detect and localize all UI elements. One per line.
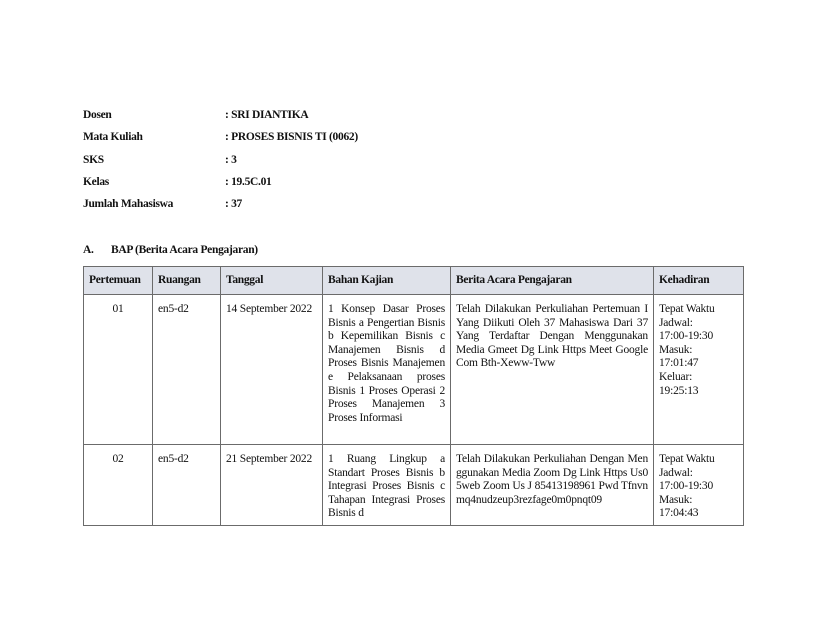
header-ruangan: Ruangan [153, 267, 221, 295]
section-heading [83, 244, 258, 256]
header-tanggal: Tanggal [221, 267, 323, 295]
info-value: : SRI DIANTIKA [225, 109, 309, 121]
cell-kehadiran [654, 298, 744, 445]
info-label: SKS [83, 153, 104, 166]
cell-pertemuan: 01 [84, 298, 153, 445]
kehadiran-line: Keluar: [659, 370, 693, 383]
cell-bahan-kajian: 1 Konsep Dasar Proses Bisnis a Pengertian Bisnis b Kepemilikan Bisnis c Manajemen Bisnis d Proses Bisnis Manajemen e Pelaksanaan proses Bisnis 1 Proses Operasi 2 Proses Manajemen 3 Proses Informasi [323, 298, 451, 445]
info-row-jumlah-mahasiswa [83, 198, 358, 220]
header-berita-acara: Berita Acara Pengajaran [451, 267, 654, 295]
cell-ruangan: en5-d2 [153, 298, 221, 445]
header-bahan-kajian: Bahan Kajian [323, 267, 451, 295]
info-label: Kelas [83, 175, 109, 188]
course-info [83, 109, 358, 220]
section-title: BAP (Berita Acara Pengajaran) [111, 244, 258, 256]
info-row-mata-kuliah [83, 131, 358, 153]
info-label: Jumlah Mahasiswa [83, 198, 174, 211]
kehadiran-status: Tepat Waktu [659, 303, 715, 315]
cell-ruangan: en5-d2 [153, 448, 221, 525]
header-kehadiran: Kehadiran [654, 267, 744, 295]
kehadiran-line: Jadwal: [659, 316, 693, 329]
table-row [84, 298, 744, 445]
info-row-kelas [83, 176, 358, 198]
kehadiran-line: Masuk: [659, 343, 693, 356]
table-header-row [84, 267, 744, 295]
info-value: : 3 [225, 153, 237, 166]
header-pertemuan: Pertemuan [84, 267, 153, 295]
kehadiran-line: 17:01:47 [659, 357, 699, 370]
info-value: : PROSES BISNIS TI (0062) [225, 131, 358, 144]
kehadiran-line: 19:25:13 [659, 384, 699, 397]
kehadiran-line: Jadwal: [659, 466, 693, 479]
cell-berita-acara: Telah Dilakukan Perkuliahan Dengan Menggunakan Media Zoom Dg Link Https Us05web Zoom Us J 85413198961 Pwd Tfnvnmq4nudzeup3rezfage0m0pnqt09 [451, 448, 654, 525]
info-label: Dosen [83, 109, 112, 121]
cell-tanggal: 14 September 2022 [221, 298, 323, 445]
kehadiran-line: 17:04:43 [659, 507, 699, 520]
info-label: Mata Kuliah [83, 131, 143, 144]
kehadiran-status: Tepat Waktu [659, 453, 715, 465]
table-row [84, 448, 744, 525]
cell-bahan-kajian: 1 Ruang Lingkup a Standart Proses Bisnis b Integrasi Proses Bisnis c Tahapan Integrasi Proses Bisnis d [323, 448, 451, 525]
info-row-sks [83, 154, 358, 176]
info-value: : 19.5C.01 [225, 175, 272, 188]
cell-berita-acara: Telah Dilakukan Perkuliahan Pertemuan I Yang Diikuti Oleh 37 Mahasiswa Dari 37 Yang Terdaftar Dengan Menggunakan Media Gmeet Dg Link Https Meet Google Com Bth-Xeww-Tww [451, 298, 654, 445]
info-value: : 37 [225, 198, 243, 211]
kehadiran-line: Masuk: [659, 493, 693, 506]
info-row-dosen [83, 109, 358, 131]
kehadiran-line: 17:00-19:30 [659, 330, 714, 343]
bap-table [83, 266, 744, 526]
section-number: A. [83, 244, 94, 256]
kehadiran-line: 17:00-19:30 [659, 480, 714, 493]
cell-kehadiran [654, 448, 744, 525]
cell-pertemuan: 02 [84, 448, 153, 525]
cell-tanggal: 21 September 2022 [221, 448, 323, 525]
